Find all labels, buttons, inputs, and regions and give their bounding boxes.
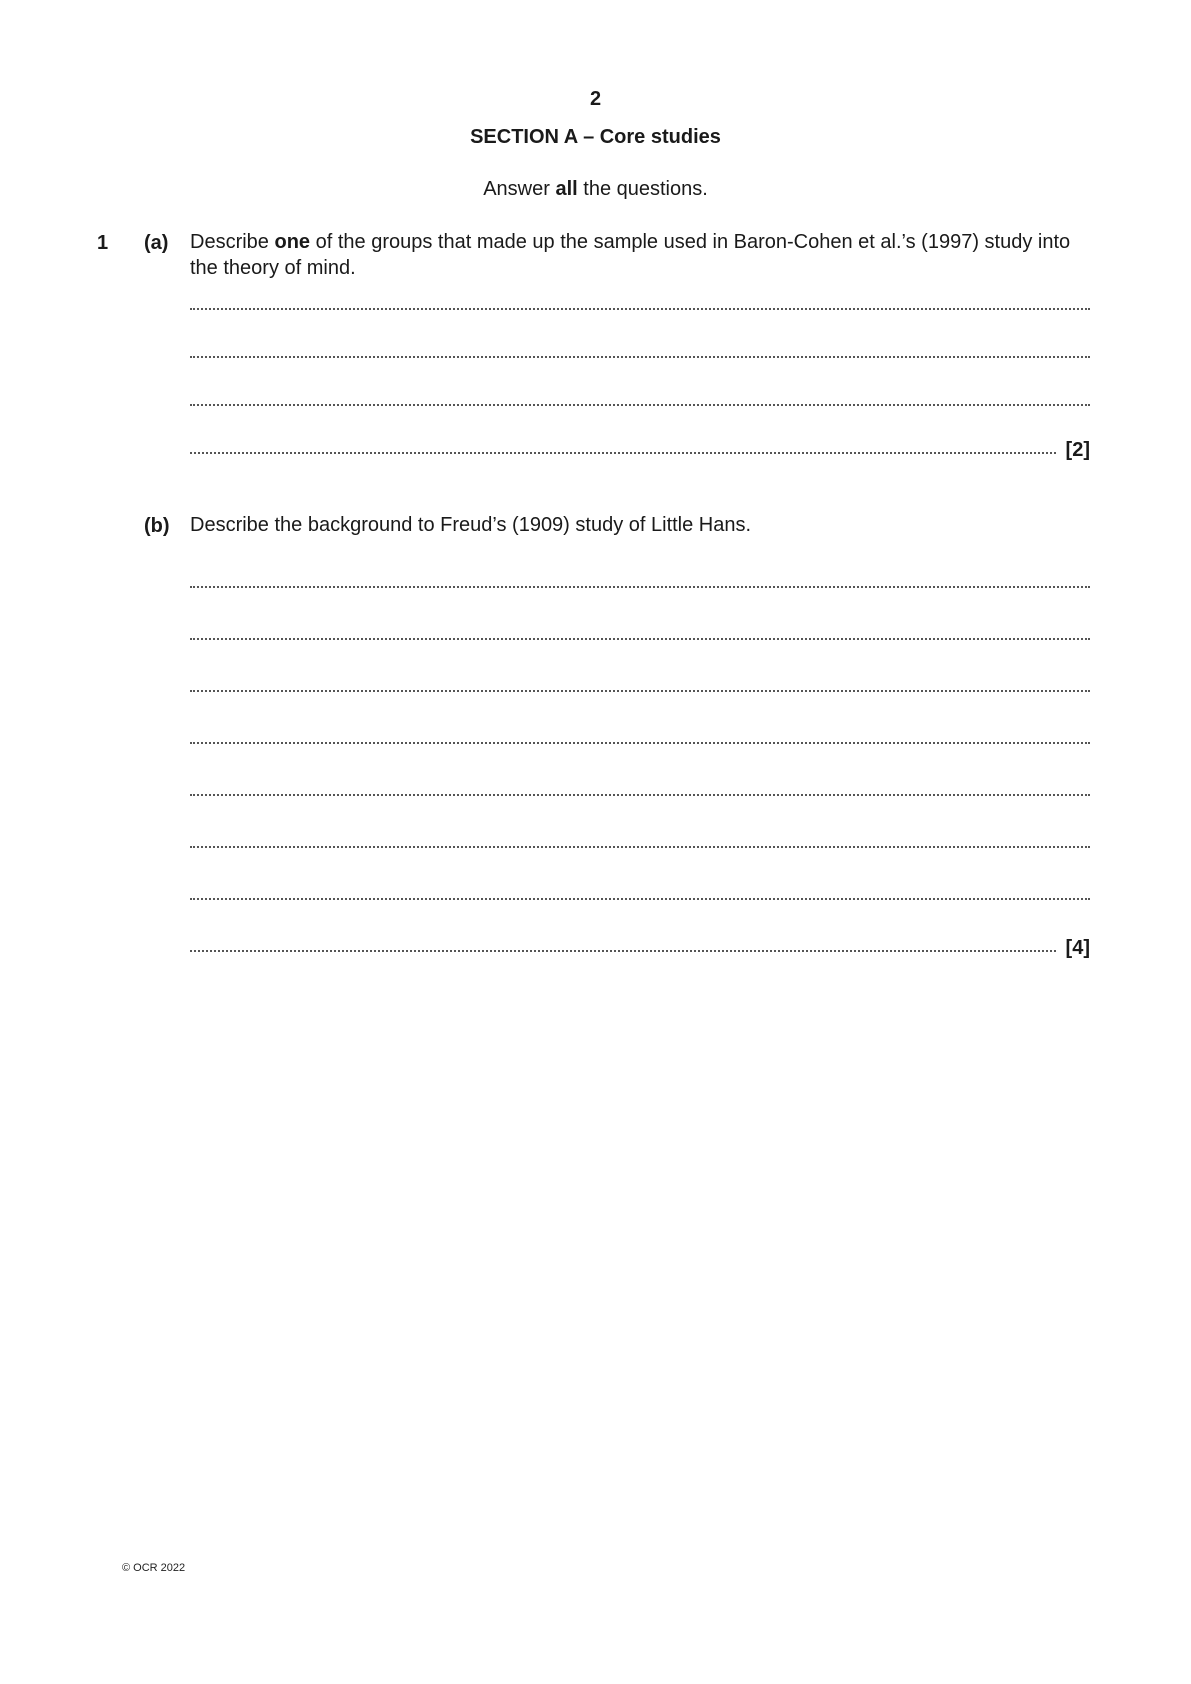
page-number: 2 <box>589 88 602 110</box>
part-b-answer-line[interactable] <box>190 724 1090 748</box>
section-title: SECTION A – Core studies <box>470 126 721 148</box>
part-b-answer-line[interactable] <box>190 776 1090 800</box>
copyright: © OCR 2022 <box>122 1562 186 1574</box>
dotted-line <box>190 638 1090 640</box>
dotted-line <box>190 452 1056 454</box>
part-a-text-after: of the groups that made up the sample used in Baron-Cohen et al.’s (1997) study into the theory of mind. <box>190 231 1071 279</box>
part-a-answer-line[interactable] <box>190 386 1090 410</box>
part-a-answer-line[interactable] <box>190 434 1090 461</box>
part-b-text-before: Describe the background to Freud’s (1909) study of Little Hans. <box>190 514 752 536</box>
dotted-line <box>190 898 1090 900</box>
instructions <box>0 178 1191 201</box>
instructions-bold: all <box>555 178 578 200</box>
part-b-label: (b) <box>144 515 170 537</box>
part-b-answer-line[interactable] <box>190 880 1090 904</box>
part-a-label: (a) <box>144 232 169 254</box>
part-a-answer-line[interactable] <box>190 290 1090 314</box>
part-a-marks: [2] <box>1065 439 1090 461</box>
dotted-line <box>190 404 1090 406</box>
dotted-line <box>190 950 1056 952</box>
part-b-text <box>190 512 1090 538</box>
part-a-text-before: Describe <box>190 231 275 253</box>
dotted-line <box>190 586 1090 588</box>
part-b-answer-line[interactable] <box>190 620 1090 644</box>
instructions-after: the questions. <box>577 178 708 200</box>
part-a-text <box>190 229 1090 281</box>
part-b-answer-line[interactable] <box>190 828 1090 852</box>
part-b-answer-line[interactable] <box>190 568 1090 592</box>
question-number: 1 <box>97 232 109 254</box>
dotted-line <box>190 356 1090 358</box>
part-a-text-bold: one <box>274 231 311 253</box>
part-a-answer-line[interactable] <box>190 338 1090 362</box>
part-b-answer-line[interactable] <box>190 672 1090 696</box>
part-b-answer-line[interactable] <box>190 932 1090 959</box>
dotted-line <box>190 308 1090 310</box>
instructions-before: Answer <box>483 178 556 200</box>
dotted-line <box>190 794 1090 796</box>
dotted-line <box>190 742 1090 744</box>
dotted-line <box>190 846 1090 848</box>
part-b-marks: [4] <box>1065 937 1090 959</box>
dotted-line <box>190 690 1090 692</box>
